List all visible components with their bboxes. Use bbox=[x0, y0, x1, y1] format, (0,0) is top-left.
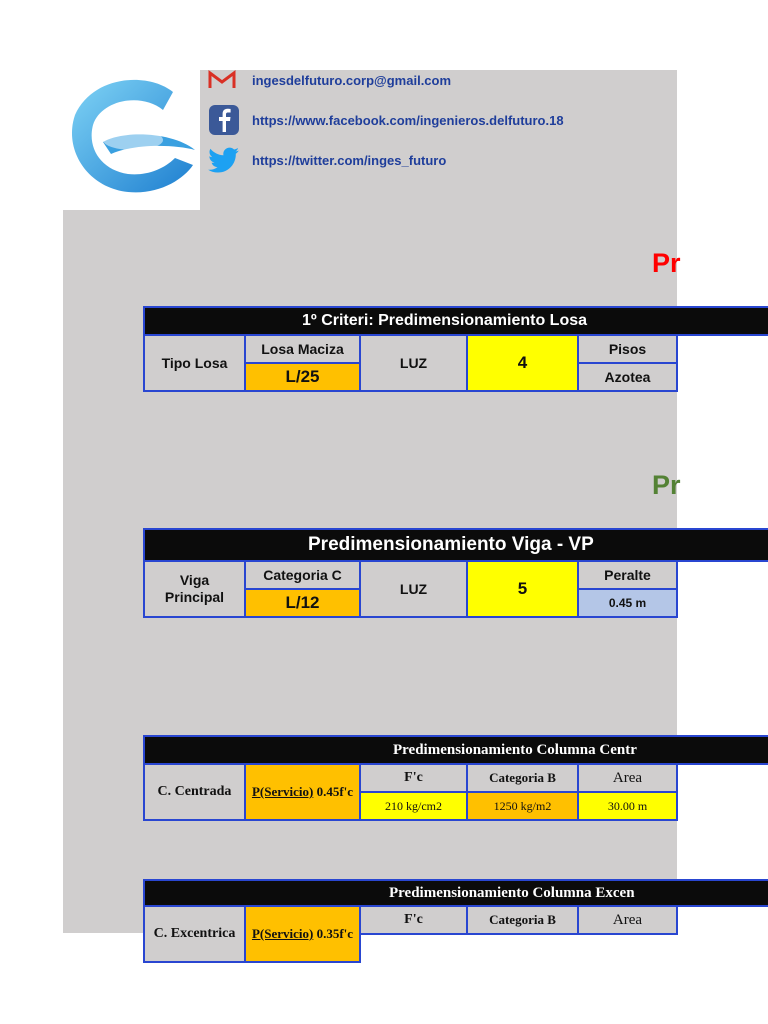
losa-luz-value[interactable]: 4 bbox=[466, 334, 579, 392]
viga-categoria: Categoria C bbox=[244, 560, 361, 590]
columna-centrada-categoria-label: Categoria B bbox=[466, 763, 579, 793]
viga-table-header: Predimensionamiento Viga - VP bbox=[143, 528, 768, 562]
columna-centrada-header: Predimensionamiento Columna Centr bbox=[143, 735, 768, 765]
losa-type: Losa Maciza bbox=[244, 334, 361, 364]
viga-section-title: Pr bbox=[652, 470, 681, 500]
columna-centrada-area-value: 30.00 m bbox=[577, 791, 678, 821]
columna-centrada-label: C. Centrada bbox=[143, 763, 246, 821]
email-link[interactable]: ingesdelfuturo.corp@gmail.com bbox=[252, 72, 452, 88]
columna-excentrica-fc-label: F'c bbox=[359, 905, 468, 935]
facebook-link[interactable]: https://www.facebook.com/ingenieros.delfuturo.18 bbox=[252, 112, 564, 128]
viga-peralte-value: 0.45 m bbox=[577, 588, 678, 618]
formula-link[interactable]: P(Servicio) bbox=[251, 926, 314, 941]
twitter-link[interactable]: https://twitter.com/inges_futuro bbox=[252, 152, 447, 168]
formula-text: 0.35f'c bbox=[313, 926, 354, 941]
columna-centrada-area-label: Area bbox=[577, 763, 678, 793]
losa-ratio: L/25 bbox=[244, 362, 361, 392]
losa-table-header: 1º Criteri: Predimensionamiento Losa bbox=[143, 306, 768, 336]
viga-luz-label: LUZ bbox=[359, 560, 468, 618]
columna-excentrica-formula bbox=[244, 905, 361, 963]
columna-centrada-categoria-value: 1250 kg/m2 bbox=[466, 791, 579, 821]
columna-excentrica-label: C. Excentrica bbox=[143, 905, 246, 963]
losa-azotea: Azotea bbox=[577, 362, 678, 392]
viga-peralte-label: Peralte bbox=[577, 560, 678, 590]
columna-excentrica-header: Predimensionamiento Columna Excen bbox=[143, 879, 768, 907]
formula-link[interactable]: P(Servicio) bbox=[251, 784, 314, 799]
formula-text: 0.45f'c bbox=[313, 784, 354, 799]
columna-excentrica-categoria-label: Categoria B bbox=[466, 905, 579, 935]
columna-centrada-fc-label: F'c bbox=[359, 763, 468, 793]
viga-ratio: L/12 bbox=[244, 588, 361, 618]
losa-section-title: Pr bbox=[652, 248, 681, 278]
losa-pisos: Pisos bbox=[577, 334, 678, 364]
viga-luz-value[interactable]: 5 bbox=[466, 560, 579, 618]
losa-tipo-label: Tipo Losa bbox=[143, 334, 246, 392]
columna-excentrica-area-label: Area bbox=[577, 905, 678, 935]
viga-label: Viga Principal bbox=[143, 560, 246, 618]
columna-centrada-fc-value[interactable]: 210 kg/cm2 bbox=[359, 791, 468, 821]
losa-luz-label: LUZ bbox=[359, 334, 468, 392]
